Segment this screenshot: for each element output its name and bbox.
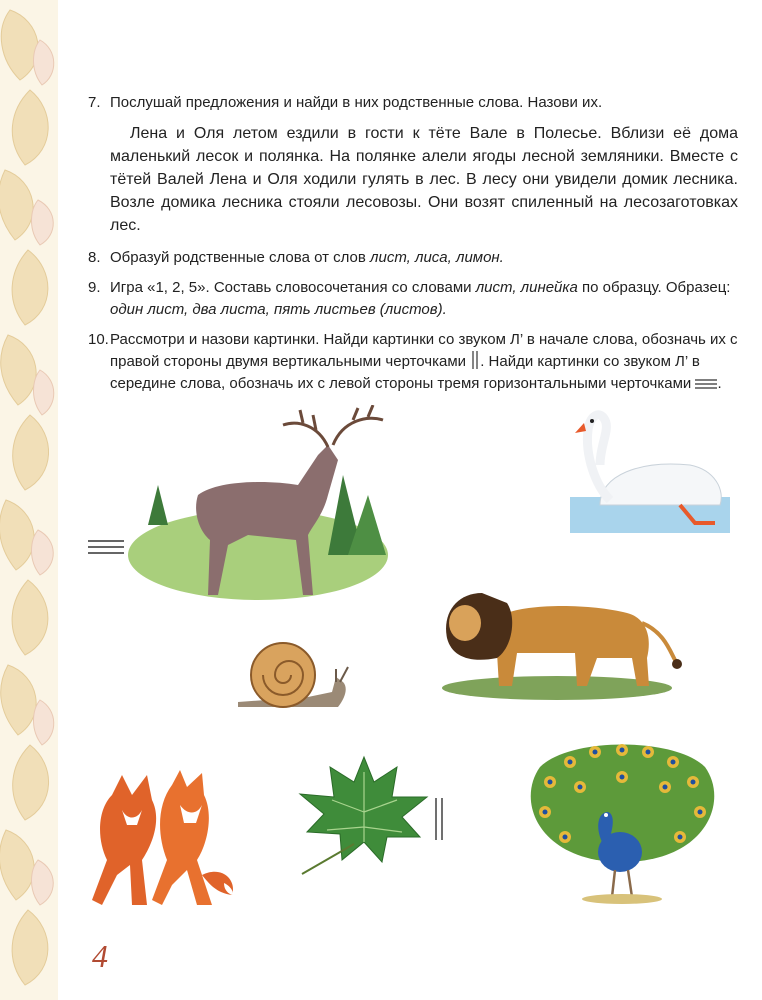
task-9 [88,277,738,321]
task-text: Образуй родственные слова от слов [110,249,371,266]
exercise-text [88,92,738,403]
two-vertical-marks-icon [470,351,480,369]
task-8 [88,247,738,269]
task-number: 9. [88,279,101,296]
three-horizontal-marks-icon [88,538,124,556]
snail-picture [228,637,356,717]
swan-picture [570,405,730,533]
task-10 [88,329,738,395]
task-text-continued: . Найди картинки со звуком Л’ в середине слова, обозначь их с левой стороны тремя горизонтальными черточками [110,353,700,392]
fox-cubs-picture [92,765,237,915]
page-number: 4 [92,938,108,974]
maple-leaf-picture [292,752,432,877]
task-italic-words: лист, лиса, лимон. [370,249,504,266]
task-7 [88,92,738,114]
lion-picture [437,578,682,703]
task-text: Игра «1, 2, 5». Составь словосочетания со словами [110,279,476,296]
task-example: один лист, два листа, пять листьев (листов). [110,301,447,318]
task-text-continued: по образцу. Образец: [577,279,731,296]
leaf-border-decoration [0,0,58,1000]
task-number: 10. [88,331,109,348]
three-horizontal-marks-icon [695,378,717,390]
two-vertical-marks-icon [433,798,445,840]
task-text: Послушай предложения и найди в них родственные слова. Назови их. [110,94,603,111]
task-text: Рассмотри и назови картинки. Найди картинки со звуком Л’ в начале слова, обозначь их с правой стороны двумя вертикальными черточками [110,331,738,370]
story-paragraph: Лена и Оля летом ездили в гости к тёте Вале в Полесье. Вблизи её дома маленький лесок и полянка. На полянке алели ягоды лесной земляники. Вместе с тётей Валей Лена и Оля ходили гулять в лес. В лесу они увидели домик лесника. Возле домика лесника стояли лесовозы. Они возят спиленный на лесозаготовках лес. [110,125,738,234]
task-text-end: . [717,375,722,392]
task-number: 7. [88,94,101,111]
task-number: 8. [88,249,101,266]
deer-picture [128,405,390,605]
peacock-picture [520,742,725,904]
task-italic-words: лист, линейка [475,279,578,296]
